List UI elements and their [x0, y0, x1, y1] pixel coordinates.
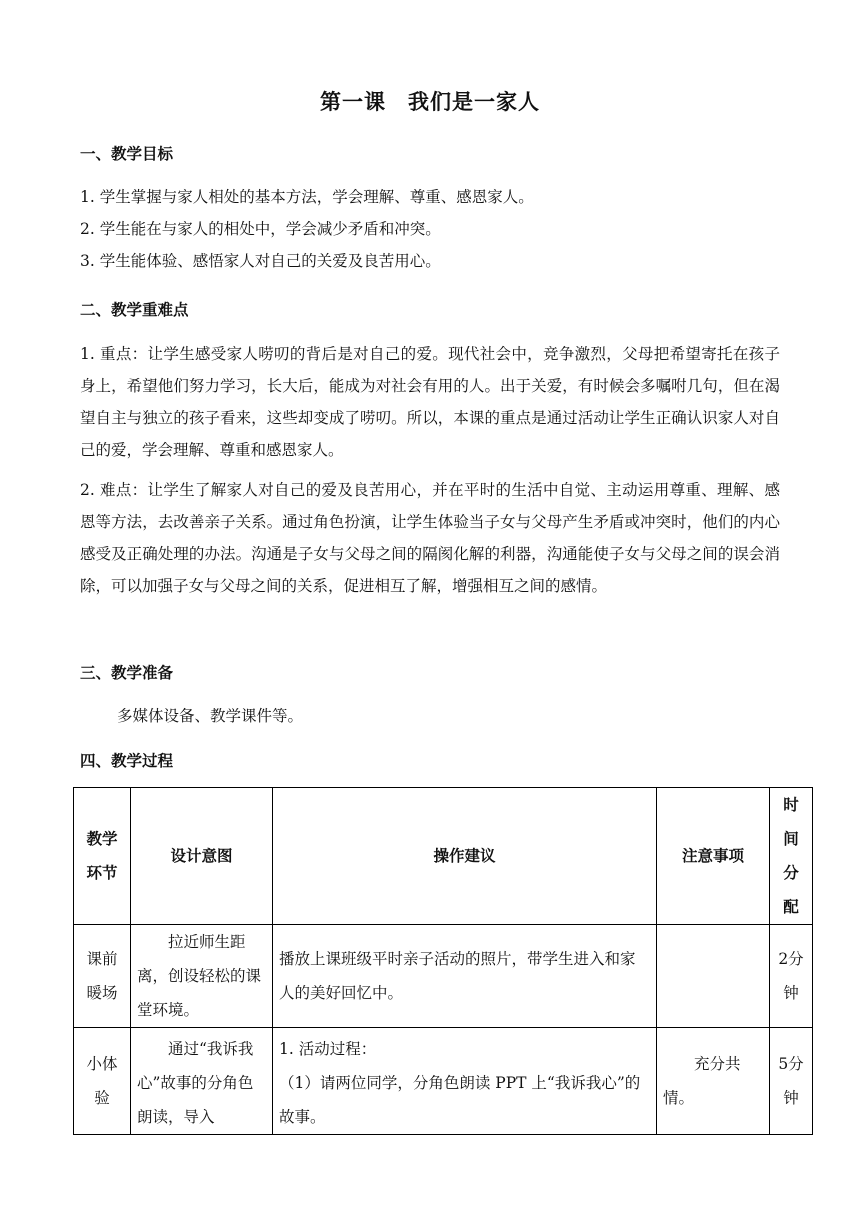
cell-suggestion: [273, 1028, 657, 1135]
section-heading-key-points: 二、教学重难点: [80, 301, 189, 319]
header-suggestion: 操作建议: [273, 788, 657, 925]
objective-item-3: 3. 学生能体验、感悟家人对自己的关爱及良苦用心。: [80, 252, 441, 270]
suggestion-line-2: （1）请两位同学，分角色朗读 PPT 上“我诉我心”的故事。: [279, 1074, 641, 1126]
header-intent: 设计意图: [131, 788, 273, 925]
cell-notes: [657, 925, 770, 1028]
page-title: 第一课 我们是一家人: [320, 90, 540, 114]
table-header-row: [74, 788, 813, 925]
suggestion-line-1: 1. 活动过程：: [279, 1040, 377, 1058]
cell-time: 5分钟: [770, 1028, 813, 1135]
header-time: 时间分配: [770, 788, 813, 925]
key-point-paragraph: 1. 重点：让学生感受家人唠叨的背后是对自己的爱。现代社会中，竞争激烈，父母把希望寄托在孩子身上，希望他们努力学习，长大后，能成为对社会有用的人。出于关爱，有时候会多嘱咐几句，但在渴望自主与独立的孩子看来，这些却变成了唠叨。所以，本课的重点是通过活动让学生正确认识家人对自己的爱，学会理解、尊重和感恩家人。: [80, 345, 780, 459]
section-heading-process: 四、教学过程: [80, 752, 174, 770]
teaching-process-table: [73, 787, 813, 1135]
preparation-text: 多媒体设备、教学课件等。: [117, 707, 304, 725]
difficulty-paragraph: 2. 难点：让学生了解家人对自己的爱及良苦用心，并在平时的生活中自觉、主动运用尊重、理解、感恩等方法，去改善亲子关系。通过角色扮演，让学生体验当子女与父母产生矛盾或冲突时，他们的内心感受及正确处理的办法。沟通是子女与父母之间的隔阂化解的利器，沟通能使子女与父母之间的误会消除，可以加强子女与父母之间的关系，促进相互了解，增强相互之间的感情。: [80, 481, 780, 595]
cell-intent: 拉近师生距离，创设轻松的课堂环境。: [131, 925, 273, 1028]
cell-notes: 充分共情。: [657, 1028, 770, 1135]
header-stage: 教学环节: [74, 788, 131, 925]
cell-time: 2分钟: [770, 925, 813, 1028]
cell-stage: 小体验: [74, 1028, 131, 1135]
table-row: [74, 925, 813, 1028]
section-heading-objectives: 一、教学目标: [80, 145, 174, 163]
objective-item-2: 2. 学生能在与家人的相处中，学会减少矛盾和冲突。: [80, 220, 441, 238]
cell-suggestion: 播放上课班级平时亲子活动的照片，带学生进入和家人的美好回忆中。: [273, 925, 657, 1028]
objective-item-1: 1. 学生掌握与家人相处的基本方法，学会理解、尊重、感恩家人。: [80, 188, 534, 206]
cell-intent: 通过“我诉我心”故事的分角色朗读，导入: [131, 1028, 273, 1135]
table-row: [74, 1028, 813, 1135]
cell-stage: 课前暖场: [74, 925, 131, 1028]
header-notes: 注意事项: [657, 788, 770, 925]
section-heading-preparation: 三、教学准备: [80, 664, 174, 682]
